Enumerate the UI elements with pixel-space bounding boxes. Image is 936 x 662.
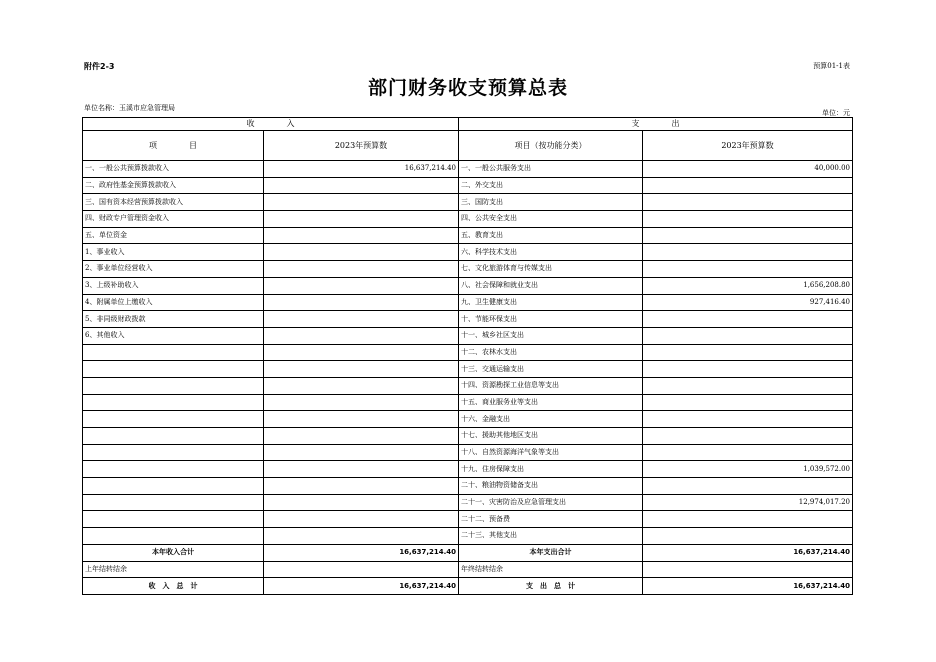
- income-item: 四、财政专户管理资金收入: [83, 211, 264, 228]
- expense-item: 十一、城乡社区支出: [459, 327, 643, 344]
- expense-amount: 1,656,208.80: [643, 277, 853, 294]
- income-amount: [264, 327, 459, 344]
- expense-amount: [643, 227, 853, 244]
- currency-unit: 单位：元: [822, 109, 850, 117]
- budget-header: 2023年预算数: [264, 131, 459, 161]
- grand-total-row-income-label: 收 入 总 计: [83, 578, 264, 595]
- expense-item: 十四、资源勘探工业信息等支出: [459, 377, 643, 394]
- income-item: 五、单位资金: [83, 227, 264, 244]
- income-item: [83, 511, 264, 528]
- expense-item: 十二、农林水支出: [459, 344, 643, 361]
- income-item: [83, 528, 264, 545]
- income-amount: [264, 261, 459, 278]
- expense-amount: [643, 428, 853, 445]
- table-row: [83, 377, 853, 394]
- table-row: [83, 311, 853, 328]
- income-amount: [264, 377, 459, 394]
- expense-amount: [643, 327, 853, 344]
- expense-item: 二、外交支出: [459, 177, 643, 194]
- table-row: [83, 461, 853, 478]
- income-item: [83, 461, 264, 478]
- carryover-row-expense-label: 年终结转结余: [459, 561, 643, 578]
- expense-amount: [643, 344, 853, 361]
- income-amount: [264, 361, 459, 378]
- expense-amount: [643, 511, 853, 528]
- table-row: [83, 394, 853, 411]
- year-total-row-expense-value: 16,637,214.40: [643, 544, 853, 561]
- table-row: [83, 361, 853, 378]
- income-item: [83, 478, 264, 495]
- income-amount: [264, 227, 459, 244]
- income-item: 一、一般公共预算拨款收入: [83, 161, 264, 178]
- carryover-row-expense-value: [643, 561, 853, 578]
- grand-total-row-expense-label: 支 出 总 计: [459, 578, 643, 595]
- expense-item: 一、一般公共服务支出: [459, 161, 643, 178]
- expense-item: 二十三、其他支出: [459, 528, 643, 545]
- income-amount: [264, 294, 459, 311]
- expense-item: 二十二、预备费: [459, 511, 643, 528]
- unit-name: 单位名称：玉溪市应急管理局: [84, 104, 175, 112]
- expense-header: 支 出: [459, 118, 853, 131]
- expense-item: 二十、粮油物资储备支出: [459, 478, 643, 495]
- income-item: [83, 377, 264, 394]
- expense-amount: 40,000.00: [643, 161, 853, 178]
- expense-item: 十五、商业服务业等支出: [459, 394, 643, 411]
- table-row: [83, 511, 853, 528]
- expense-item: 十七、援助其他地区支出: [459, 428, 643, 445]
- expense-item: 十、节能环保支出: [459, 311, 643, 328]
- table-row: [83, 411, 853, 428]
- page-title: 部门财务收支预算总表: [367, 77, 568, 99]
- table-row: [83, 244, 853, 261]
- grand-total-row-income-value: 16,637,214.40: [264, 578, 459, 595]
- expense-amount: [643, 478, 853, 495]
- income-item: [83, 344, 264, 361]
- carryover-row: [83, 561, 853, 578]
- budget2-header: 2023年预算数: [643, 131, 853, 161]
- expense-amount: [643, 411, 853, 428]
- expense-item: 十八、自然资源海洋气象等支出: [459, 444, 643, 461]
- form-number: 预算01-1表: [813, 62, 850, 70]
- income-amount: [264, 411, 459, 428]
- income-amount: [264, 277, 459, 294]
- income-item: [83, 428, 264, 445]
- table-row: [83, 227, 853, 244]
- expense-item: 二十一、灾害防治及应急管理支出: [459, 494, 643, 511]
- income-amount: [264, 211, 459, 228]
- table-row: [83, 177, 853, 194]
- expense-amount: 12,974,017.20: [643, 494, 853, 511]
- income-amount: [264, 511, 459, 528]
- attachment-label: 附件2-3: [84, 62, 115, 71]
- table-row: [83, 294, 853, 311]
- income-item: 三、国有资本经营预算拨款收入: [83, 194, 264, 211]
- expense-amount: [643, 311, 853, 328]
- income-item: 二、政府性基金预算拨款收入: [83, 177, 264, 194]
- expense-item: 十九、住房保障支出: [459, 461, 643, 478]
- table-row: [83, 194, 853, 211]
- budget-summary-table: [82, 117, 853, 595]
- income-item: [83, 444, 264, 461]
- carryover-row-income-label: 上年结转结余: [83, 561, 264, 578]
- income-amount: [264, 444, 459, 461]
- year-total-row-income-label: 本年收入合计: [83, 544, 264, 561]
- header-row-2: [83, 131, 853, 161]
- expense-amount: 927,416.40: [643, 294, 853, 311]
- table-row: [83, 478, 853, 495]
- expense-amount: [643, 528, 853, 545]
- table-row: [83, 161, 853, 178]
- expense-item: 八、社会保障和就业支出: [459, 277, 643, 294]
- table-row: [83, 327, 853, 344]
- table-row: [83, 211, 853, 228]
- income-item: 1、事业收入: [83, 244, 264, 261]
- table-row: [83, 428, 853, 445]
- income-amount: [264, 461, 459, 478]
- expense-amount: [643, 244, 853, 261]
- income-item: [83, 494, 264, 511]
- grand-total-row: [83, 578, 853, 595]
- expense-amount: [643, 394, 853, 411]
- income-amount: [264, 428, 459, 445]
- income-amount: [264, 478, 459, 495]
- expense-item: 十三、交通运输支出: [459, 361, 643, 378]
- income-item: 5、非同级财政拨款: [83, 311, 264, 328]
- income-item: [83, 394, 264, 411]
- item-header: 项 目: [83, 131, 264, 161]
- income-item: [83, 361, 264, 378]
- income-amount: [264, 494, 459, 511]
- year-total-row-income-value: 16,637,214.40: [264, 544, 459, 561]
- expense-amount: [643, 177, 853, 194]
- income-amount: 16,637,214.40: [264, 161, 459, 178]
- expense-amount: 1,039,572.00: [643, 461, 853, 478]
- year-total-row-expense-label: 本年支出合计: [459, 544, 643, 561]
- income-item: 6、其他收入: [83, 327, 264, 344]
- table-row: [83, 444, 853, 461]
- expense-amount: [643, 261, 853, 278]
- table-row: [83, 528, 853, 545]
- expense-item: 七、文化旅游体育与传媒支出: [459, 261, 643, 278]
- func-item-header: 项目（按功能分类）: [459, 131, 643, 161]
- income-item: 2、事业单位经营收入: [83, 261, 264, 278]
- carryover-row-income-value: [264, 561, 459, 578]
- expense-item: 三、国防支出: [459, 194, 643, 211]
- income-amount: [264, 344, 459, 361]
- header-row-1: [83, 118, 853, 131]
- expense-amount: [643, 194, 853, 211]
- expense-item: 五、教育支出: [459, 227, 643, 244]
- income-amount: [264, 177, 459, 194]
- year-total-row: [83, 544, 853, 561]
- expense-item: 十六、金融支出: [459, 411, 643, 428]
- income-amount: [264, 528, 459, 545]
- expense-amount: [643, 377, 853, 394]
- expense-amount: [643, 361, 853, 378]
- income-header: 收 入: [83, 118, 459, 131]
- table-row: [83, 277, 853, 294]
- income-amount: [264, 244, 459, 261]
- grand-total-row-expense-value: 16,637,214.40: [643, 578, 853, 595]
- income-item: 3、上级补助收入: [83, 277, 264, 294]
- income-item: [83, 411, 264, 428]
- expense-item: 四、公共安全支出: [459, 211, 643, 228]
- expense-item: 九、卫生健康支出: [459, 294, 643, 311]
- table-row: [83, 494, 853, 511]
- expense-amount: [643, 211, 853, 228]
- expense-amount: [643, 444, 853, 461]
- income-item: 4、附属单位上缴收入: [83, 294, 264, 311]
- income-amount: [264, 311, 459, 328]
- income-amount: [264, 194, 459, 211]
- expense-item: 六、科学技术支出: [459, 244, 643, 261]
- table-row: [83, 344, 853, 361]
- income-amount: [264, 394, 459, 411]
- table-row: [83, 261, 853, 278]
